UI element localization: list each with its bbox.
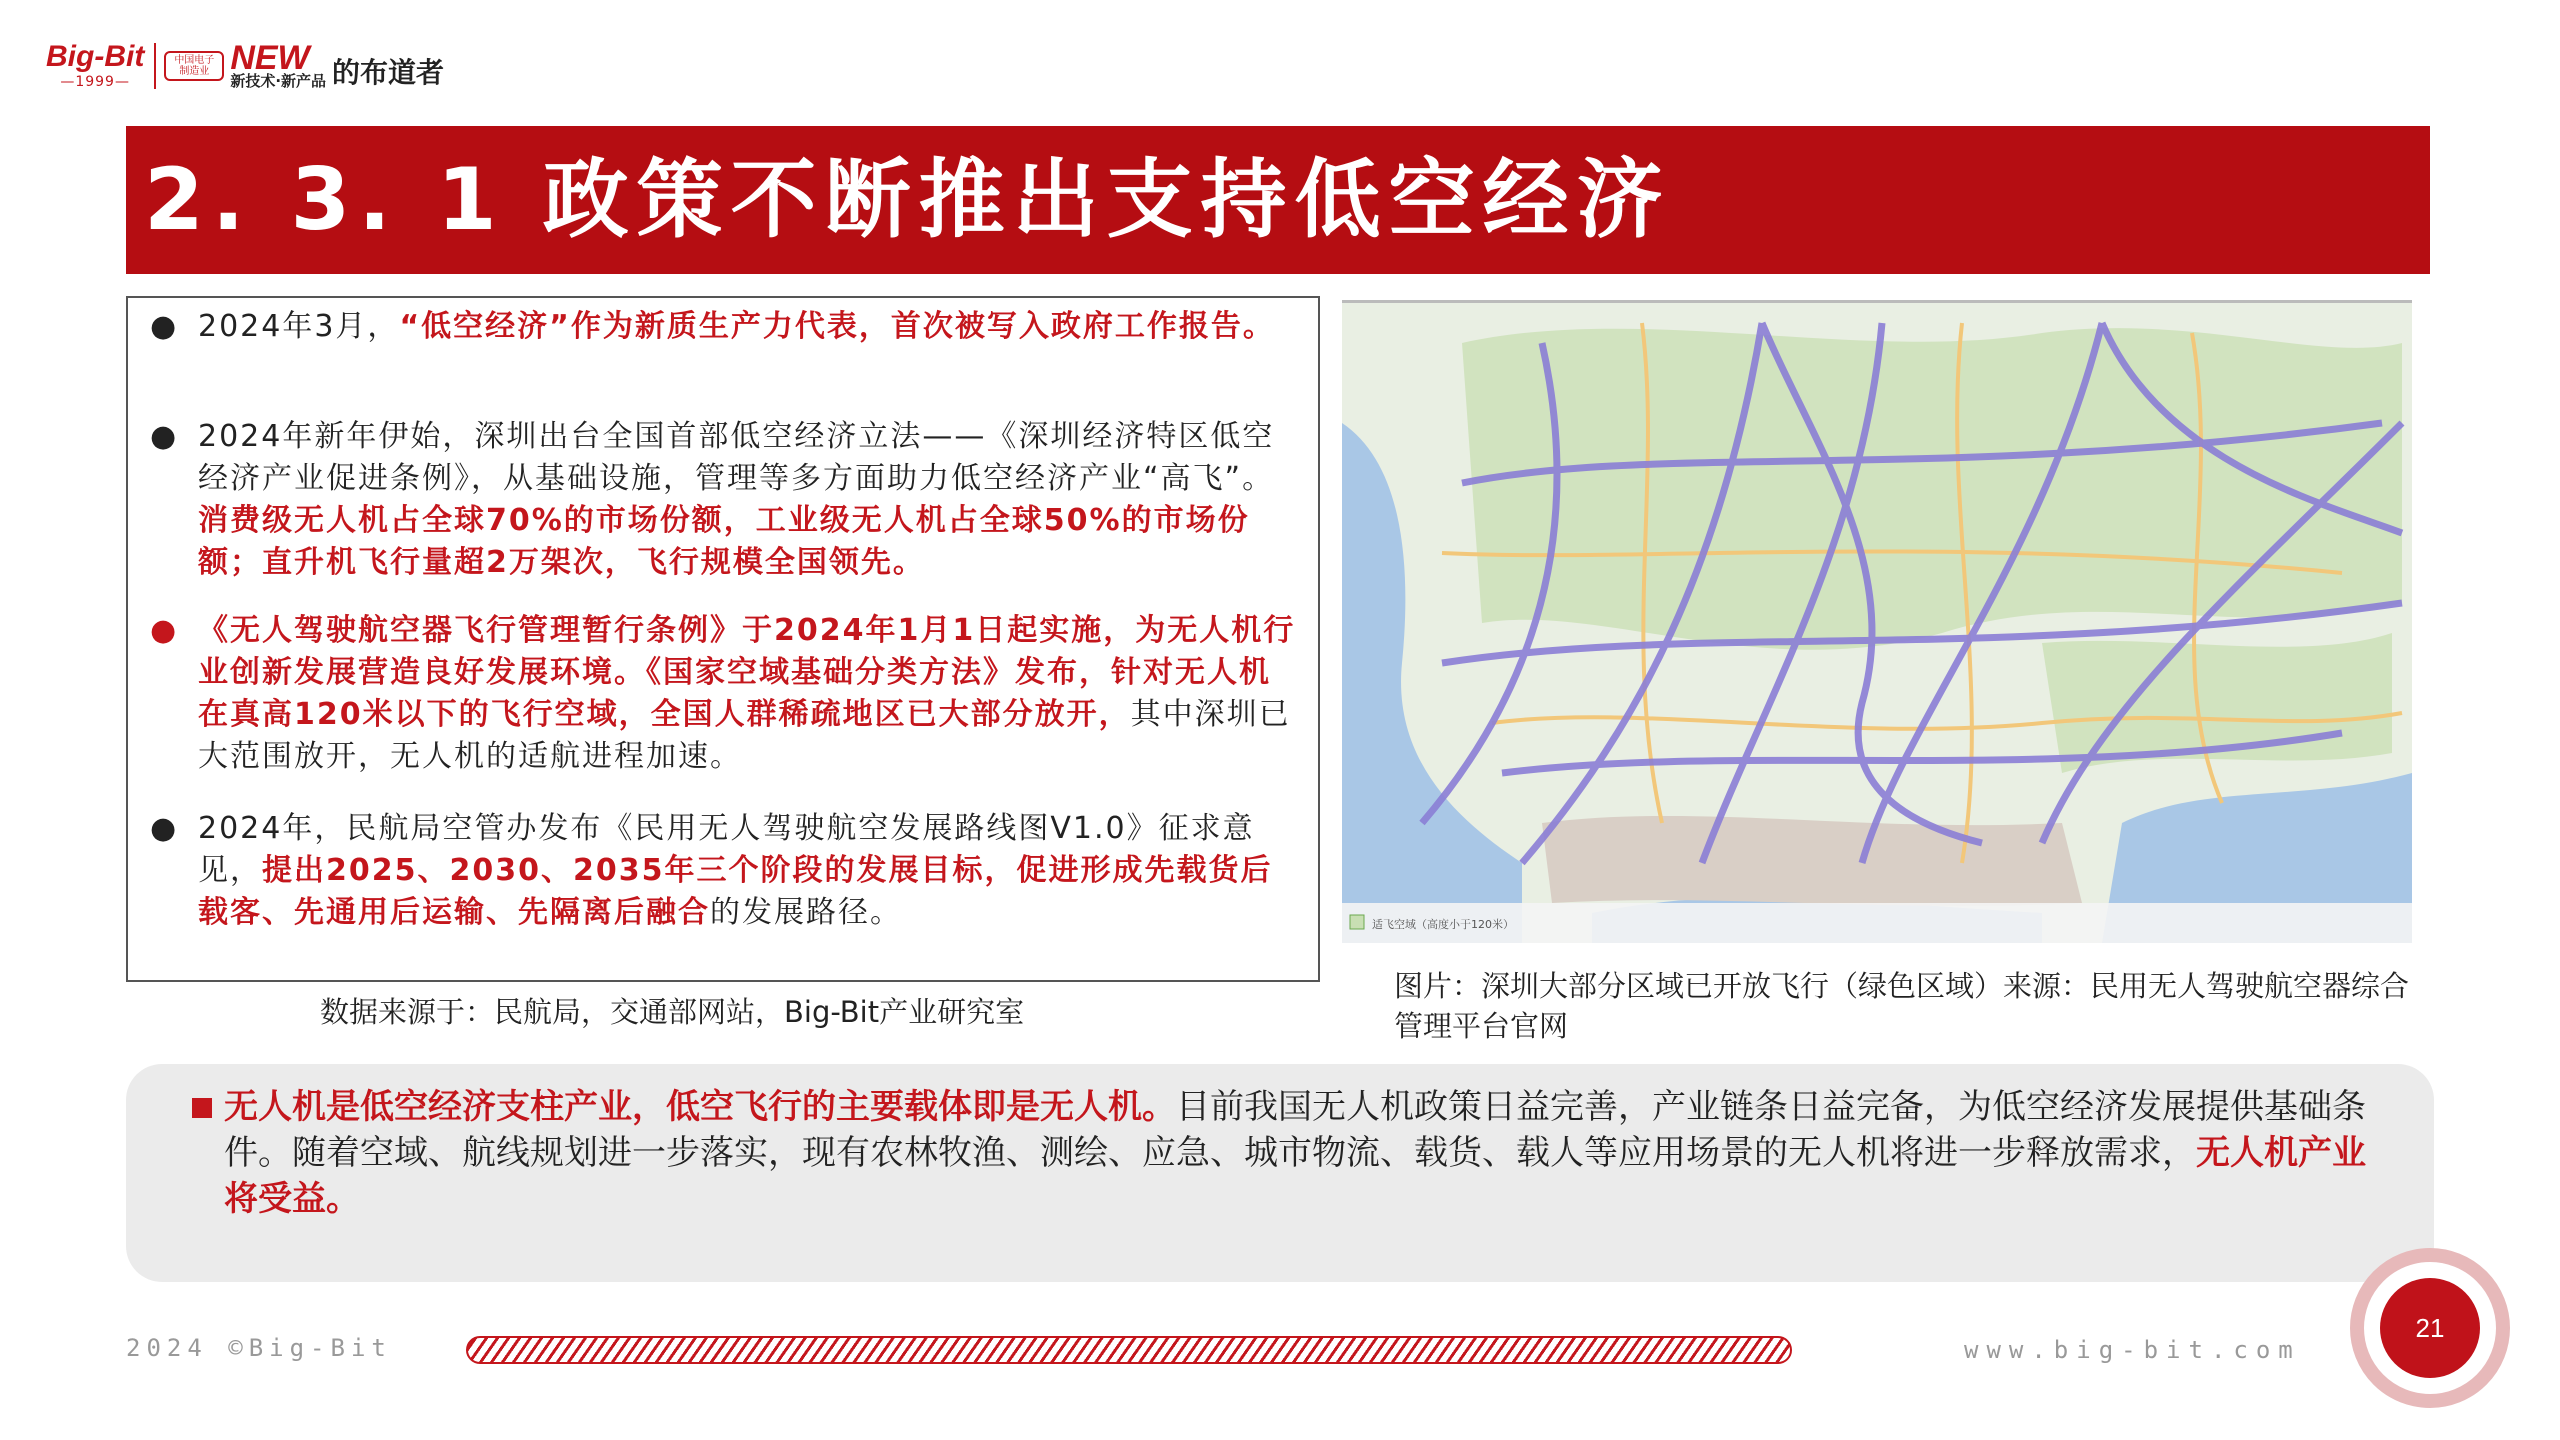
map-urban-zone <box>1542 816 2082 906</box>
bullet-text <box>198 306 1298 348</box>
policy-text-box <box>126 296 1320 982</box>
plain-text: 的发展路径。 <box>710 895 902 930</box>
summary-highlight: 无人机产业将受益。 <box>224 1133 2366 1219</box>
highlight-text: 提出2025、2030、2035年三个阶段的发展目标，促进形成先载货后载客、先通用后运输、先隔离后融合 <box>198 853 1273 930</box>
map-legend-swatch <box>1350 915 1364 929</box>
bullet-dot-icon: ● <box>150 613 179 648</box>
map-legend-text: 适飞空域（高度小于120米） <box>1372 918 1514 931</box>
highlight-text: 《无人驾驶航空器飞行管理暂行条例》于2024年1月1日起实施，为无人机行业创新发展营造良好发展环境。《国家空域基础分类方法》发布，针对无人机在真高120米以下的飞行空域，全国人群稀疏地区已大部分放开， <box>198 613 1296 732</box>
plain-text: 其中深圳已大范围放开，无人机的适航进程加速。 <box>198 697 1291 774</box>
page-title: 2. 3. 1 政策不断推出支持低空经济 <box>144 150 1671 250</box>
highlight-text: “低空经济”作为新质生产力代表，首次被写入政府工作报告。 <box>399 309 1275 344</box>
map-caption: 图片：深圳大部分区域已开放飞行（绿色区域）来源：民用无人驾驶航空器综合管理平台官网 <box>1394 969 2410 1043</box>
summary-highlight: 无人机是低空经济支柱产业，低空飞行的主要载体即是无人机。 <box>224 1087 1176 1127</box>
bigbit-mark <box>46 42 144 90</box>
bullet-dot-icon: ● <box>150 419 179 454</box>
policy-bullet <box>150 610 1300 778</box>
brand-logo <box>46 36 444 96</box>
footer-hatch-bar <box>466 1336 1792 1364</box>
summary-square-bullet-icon <box>192 1098 212 1118</box>
policy-bullet <box>150 416 1300 584</box>
bullet-text <box>198 416 1298 584</box>
title-bar <box>126 126 2430 274</box>
map-graphic <box>1342 303 2412 943</box>
summary-text <box>224 1084 2394 1222</box>
bullet-text <box>198 808 1298 934</box>
plain-text: 2024年3月， <box>198 309 400 344</box>
footer-copyright: 2024 ©Big-Bit <box>126 1334 392 1362</box>
summary-plain: 目前我国无人机政策日益完善，产业链条日益完备，为低空经济发展提供基础条件。随着空域、航线规划进一步落实，现有农林牧渔、测绘、应急、城市物流、载货、载人等应用场景的无人机将进一步释放需求， <box>224 1087 2366 1173</box>
summary-box <box>126 1064 2434 1282</box>
logo-new-text: NEW <box>230 39 310 77</box>
shenzhen-airspace-map <box>1342 300 2412 943</box>
policy-bullet <box>150 808 1300 934</box>
logo-divider <box>154 43 156 89</box>
plain-text: 2024年新年伊始，深圳出台全国首部低空经济立法——《深圳经济特区低空经济产业促进条例》，从基础设施，管理等多方面助力低空经济产业“高飞”。 <box>198 419 1275 496</box>
bullet-text <box>198 610 1298 778</box>
footer-website: www.big-bit.com <box>1964 1336 2301 1364</box>
logo-new-mark <box>230 39 327 90</box>
policy-bullet <box>150 306 1300 348</box>
logo-tagline: 的布道者 <box>332 56 445 89</box>
page-number: 21 <box>2380 1278 2480 1378</box>
logo-year: —1999— <box>60 74 130 90</box>
logo-brand-text: Big-Bit <box>46 40 145 73</box>
data-source-note: 数据来源于：民航局，交通部网站，Big-Bit产业研究室 <box>320 995 1025 1029</box>
plain-text: 2024年，民航局空管办发布《民用无人驾驶航空发展路线图V1.0》征求意见， <box>198 811 1255 888</box>
bullet-dot-icon: ● <box>150 309 179 344</box>
logo-new-subtitle: 新技术·新产品 <box>230 72 327 90</box>
highlight-text: 消费级无人机占全球70%的市场份额，工业级无人机占全球50%的市场份额；直升机飞行量超2万架次，飞行规模全国领先。 <box>198 503 1250 580</box>
logo-org-badge: 中国电子制造业 <box>164 51 224 81</box>
map-green-north <box>1462 328 2402 650</box>
bullet-dot-icon: ● <box>150 811 179 846</box>
